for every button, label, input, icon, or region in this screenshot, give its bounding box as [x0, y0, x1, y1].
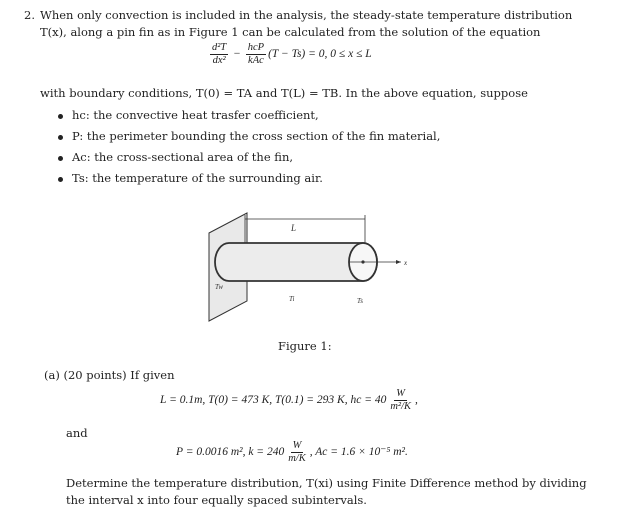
given2-frac-den: m/K	[288, 453, 306, 464]
intro-line-1: When only convection is included in the analysis, the steady-state temperature distribution	[40, 8, 573, 22]
given-line-2	[176, 440, 408, 465]
given2-text-b: , Ac = 1.6 × 10⁻⁵ m².	[309, 446, 408, 459]
bullet-icon	[58, 135, 63, 140]
bullet-text: Ts: the temperature of the surrounding air.	[72, 171, 323, 185]
eq-frac2-num: hcP	[247, 42, 265, 53]
determine-line-2: the interval x into four equally spaced subintervals.	[66, 493, 367, 507]
bullet-icon	[58, 156, 63, 161]
given-line-1: L = 0.1m, T(0) = 473 K, T(0.1) = 293 K, hc = 40 $\frac{W}{\text{m²/K}}$ ,	[160, 388, 418, 412]
figure-caption: Figure 1:	[278, 339, 332, 353]
eq-rest: (T − Ts) = 0, 0 ≤ x ≤ L	[268, 48, 372, 61]
list-item	[58, 108, 440, 129]
axis-origin-dot	[361, 260, 364, 263]
label-Ti: Ti	[289, 295, 295, 303]
eq-frac2-den: kAc	[248, 55, 264, 66]
given2-text-a: P = 0.0016 m², k = 240	[176, 446, 285, 459]
definitions-list	[58, 108, 440, 192]
eq-frac1-num: d²T	[212, 42, 227, 53]
and-text: and	[66, 426, 88, 440]
bullet-text: P: the perimeter bounding the cross section of the fin material,	[72, 129, 441, 143]
given2-frac-num: W	[292, 440, 302, 451]
x-axis-arrow-icon	[396, 260, 401, 264]
label-Tw: Tw	[215, 283, 224, 291]
bullet-text: hc: the convective heat trasfer coefficient,	[72, 108, 319, 122]
given1-text: L = 0.1m, T(0) = 473 K, T(0.1) = 293 K, hc = 40	[160, 394, 387, 407]
label-x: x	[404, 259, 408, 267]
part-a-header: (a) (20 points) If given	[44, 368, 175, 382]
determine-line-1: Determine the temperature distribution, T(xi) using Finite Difference method by dividing	[66, 476, 587, 490]
given1-frac-num: W	[396, 388, 406, 399]
label-L: L	[291, 223, 297, 233]
given1-frac-den: m²/K	[390, 401, 411, 412]
governing-equation: $\frac{\text{d²T}}{\text{dx²}}$ − $\frac{\text{hcP}}{\text{kAc}}$ (T − Ts) = 0, 0 ≤ x ≤ L	[212, 42, 372, 66]
boundary-conditions: with boundary conditions, T(0) = TA and T(L) = TB. In the above equation, suppose	[40, 86, 528, 100]
intro-line-2: T(x), along a pin fin as in Figure 1 can be calculated from the solution of the equation	[40, 25, 541, 39]
pin-fin-figure	[195, 205, 425, 325]
list-item	[58, 129, 440, 150]
problem-number: 2.	[24, 8, 35, 22]
list-item	[58, 150, 440, 171]
list-item	[58, 171, 440, 192]
bullet-icon	[58, 114, 63, 119]
label-Ts: Ts	[357, 297, 363, 305]
bullet-text: Ac: the cross-sectional area of the fin,	[72, 150, 294, 164]
eq-frac1-den: dx²	[212, 55, 226, 66]
bullet-icon	[58, 177, 63, 182]
